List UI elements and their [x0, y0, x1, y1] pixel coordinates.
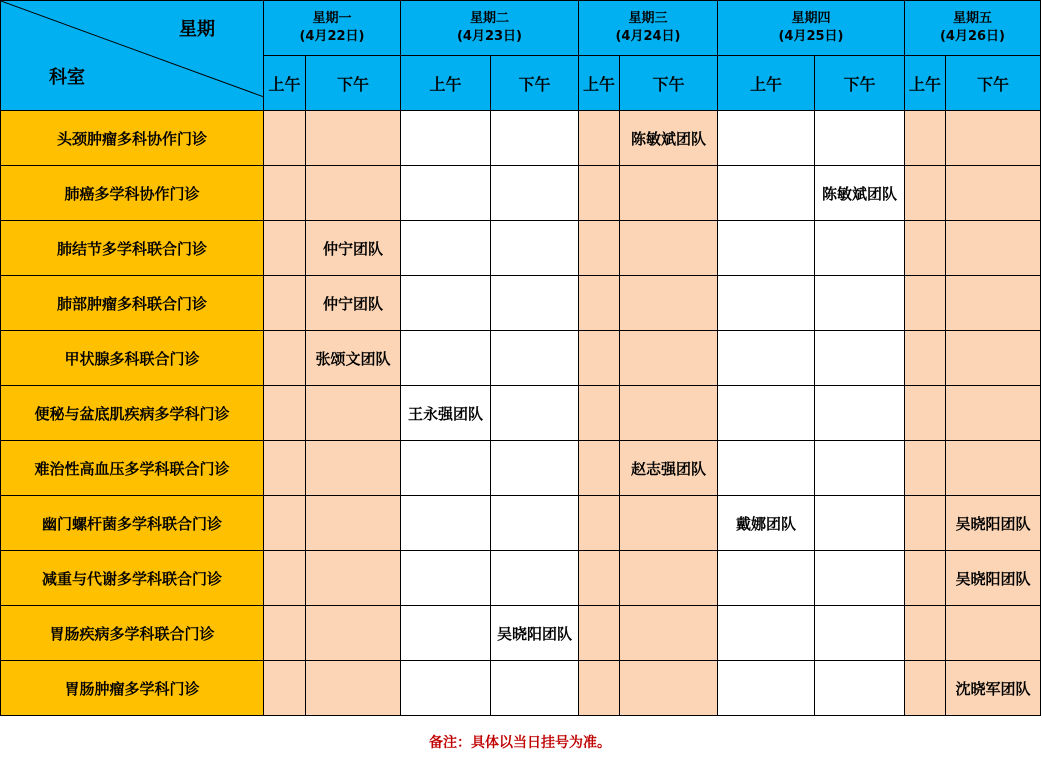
schedule-cell [620, 331, 718, 386]
schedule-cell: 沈晓军团队 [946, 661, 1041, 716]
schedule-cell [401, 221, 491, 276]
schedule-cell [401, 606, 491, 661]
department-name: 肺部肿瘤多科联合门诊 [1, 276, 264, 331]
day-date: (4月24日) [615, 29, 681, 44]
schedule-cell [264, 111, 306, 166]
schedule-cell [401, 276, 491, 331]
schedule-cell [401, 331, 491, 386]
department-name: 难治性高血压多学科联合门诊 [1, 441, 264, 496]
schedule-cell [905, 551, 946, 606]
slot-pm-header: 下午 [620, 56, 718, 111]
schedule-cell: 张颂文团队 [306, 331, 401, 386]
schedule-cell [718, 386, 815, 441]
schedule-cell [579, 166, 620, 221]
schedule-cell [620, 496, 718, 551]
slot-pm-header: 下午 [491, 56, 579, 111]
schedule-cell [718, 276, 815, 331]
slot-pm-header: 下午 [946, 56, 1041, 111]
schedule-cell [264, 386, 306, 441]
slot-am-header: 上午 [264, 56, 306, 111]
schedule-cell [491, 221, 579, 276]
schedule-cell [946, 386, 1041, 441]
schedule-cell [264, 166, 306, 221]
schedule-cell [718, 661, 815, 716]
weekday-axis-label: 星期 [179, 19, 215, 40]
schedule-cell [620, 221, 718, 276]
table-row [1, 111, 1041, 166]
day-name: 星期三 [628, 11, 668, 26]
schedule-cell [306, 496, 401, 551]
schedule-cell [264, 331, 306, 386]
day-name: 星期五 [952, 11, 992, 26]
corner-header-cell [1, 1, 264, 111]
slot-am-header: 上午 [905, 56, 946, 111]
department-name: 头颈肿瘤多科协作门诊 [1, 111, 264, 166]
table-row [1, 386, 1041, 441]
department-name: 幽门螺杆菌多学科联合门诊 [1, 496, 264, 551]
schedule-cell [815, 551, 905, 606]
schedule-cell [491, 551, 579, 606]
schedule-cell [620, 276, 718, 331]
schedule-cell [905, 276, 946, 331]
department-name: 肺癌多学科协作门诊 [1, 166, 264, 221]
footnote: 备注：具体以当日挂号为准。 [429, 735, 611, 751]
schedule-cell: 王永强团队 [401, 386, 491, 441]
schedule-cell [491, 276, 579, 331]
schedule-cell: 陈敏斌团队 [620, 111, 718, 166]
schedule-cell [905, 331, 946, 386]
schedule-cell [946, 111, 1041, 166]
schedule-cell [306, 606, 401, 661]
schedule-cell [718, 331, 815, 386]
schedule-cell [306, 166, 401, 221]
day-name: 星期四 [791, 11, 831, 26]
schedule-cell [491, 661, 579, 716]
schedule-cell [401, 441, 491, 496]
schedule-body [1, 111, 1041, 716]
schedule-cell [718, 221, 815, 276]
table-row [1, 331, 1041, 386]
day-date: (4月23日) [456, 29, 523, 44]
schedule-cell [579, 606, 620, 661]
schedule-cell [620, 661, 718, 716]
schedule-cell [306, 111, 401, 166]
schedule-cell: 仲宁团队 [306, 221, 401, 276]
schedule-cell [264, 441, 306, 496]
department-name: 甲状腺多科联合门诊 [1, 331, 264, 386]
schedule-cell [579, 496, 620, 551]
schedule-cell [718, 111, 815, 166]
schedule-cell [491, 496, 579, 551]
schedule-cell [579, 331, 620, 386]
slot-am-header: 上午 [401, 56, 491, 111]
schedule-cell [579, 221, 620, 276]
day-header-row [1, 1, 1041, 56]
schedule-cell [401, 166, 491, 221]
table-row [1, 276, 1041, 331]
schedule-cell [905, 166, 946, 221]
table-row [1, 441, 1041, 496]
schedule-cell: 吴晓阳团队 [946, 496, 1041, 551]
schedule-cell [264, 221, 306, 276]
schedule-cell [579, 111, 620, 166]
schedule-cell: 吴晓阳团队 [946, 551, 1041, 606]
schedule-cell [401, 111, 491, 166]
department-name: 胃肠疾病多学科联合门诊 [1, 606, 264, 661]
slot-pm-header: 下午 [306, 56, 401, 111]
table-row [1, 606, 1041, 661]
department-name: 胃肠肿瘤多学科门诊 [1, 661, 264, 716]
department-name: 便秘与盆底肌疾病多学科门诊 [1, 386, 264, 441]
slot-am-header: 上午 [718, 56, 815, 111]
schedule-cell [491, 386, 579, 441]
day-header-wednesday [579, 1, 718, 56]
schedule-cell [401, 661, 491, 716]
schedule-cell [579, 276, 620, 331]
day-header-thursday [718, 1, 905, 56]
schedule-cell [620, 606, 718, 661]
schedule-cell [946, 276, 1041, 331]
schedule-cell [306, 386, 401, 441]
schedule-cell [946, 441, 1041, 496]
schedule-cell [815, 276, 905, 331]
schedule-cell: 吴晓阳团队 [491, 606, 579, 661]
schedule-cell [579, 551, 620, 606]
schedule-cell [491, 166, 579, 221]
schedule-cell [620, 166, 718, 221]
department-name: 减重与代谢多学科联合门诊 [1, 551, 264, 606]
table-row [1, 551, 1041, 606]
schedule-cell [815, 386, 905, 441]
schedule-cell: 陈敏斌团队 [815, 166, 905, 221]
schedule-cell [264, 661, 306, 716]
schedule-cell [579, 386, 620, 441]
table-row [1, 496, 1041, 551]
schedule-cell [946, 606, 1041, 661]
schedule-cell [946, 221, 1041, 276]
schedule-cell [905, 661, 946, 716]
schedule-cell [815, 441, 905, 496]
day-header-monday [264, 1, 401, 56]
schedule-cell [718, 441, 815, 496]
schedule-cell [579, 441, 620, 496]
schedule-cell [905, 386, 946, 441]
table-row [1, 221, 1041, 276]
day-date: (4月22日) [299, 29, 365, 44]
day-name: 星期二 [469, 11, 509, 26]
schedule-cell [815, 221, 905, 276]
table-row [1, 661, 1041, 716]
schedule-cell [401, 551, 491, 606]
schedule-cell [946, 166, 1041, 221]
department-axis-label: 科室 [49, 67, 85, 88]
schedule-cell [905, 496, 946, 551]
schedule-cell: 赵志强团队 [620, 441, 718, 496]
schedule-cell [264, 496, 306, 551]
schedule-cell [815, 661, 905, 716]
schedule-cell [946, 331, 1041, 386]
corner-diagonal-line [1, 1, 264, 111]
schedule-cell [815, 331, 905, 386]
table-row [1, 166, 1041, 221]
schedule-cell [264, 276, 306, 331]
slot-pm-header: 下午 [815, 56, 905, 111]
day-header-friday [905, 1, 1041, 56]
schedule-cell [306, 441, 401, 496]
schedule-cell [718, 606, 815, 661]
day-name: 星期一 [312, 11, 352, 26]
schedule-cell [579, 661, 620, 716]
schedule-cell [905, 111, 946, 166]
department-name: 肺结节多学科联合门诊 [1, 221, 264, 276]
schedule-cell [905, 221, 946, 276]
schedule-cell [718, 166, 815, 221]
schedule-cell [815, 111, 905, 166]
slot-am-header: 上午 [579, 56, 620, 111]
schedule-cell [905, 606, 946, 661]
day-header-tuesday [401, 1, 579, 56]
schedule-cell [491, 331, 579, 386]
schedule-cell [306, 551, 401, 606]
day-date: (4月25日) [778, 29, 844, 44]
schedule-cell [401, 496, 491, 551]
schedule-cell [491, 111, 579, 166]
schedule-cell: 仲宁团队 [306, 276, 401, 331]
schedule-cell [264, 606, 306, 661]
schedule-cell [620, 551, 718, 606]
schedule-cell [815, 606, 905, 661]
schedule-cell [815, 496, 905, 551]
schedule-cell [491, 441, 579, 496]
day-date: (4月26日) [939, 29, 1006, 44]
schedule-cell [718, 551, 815, 606]
schedule-cell: 戴娜团队 [718, 496, 815, 551]
schedule-cell [620, 386, 718, 441]
schedule-cell [905, 441, 946, 496]
schedule-cell [264, 551, 306, 606]
schedule-cell [306, 661, 401, 716]
